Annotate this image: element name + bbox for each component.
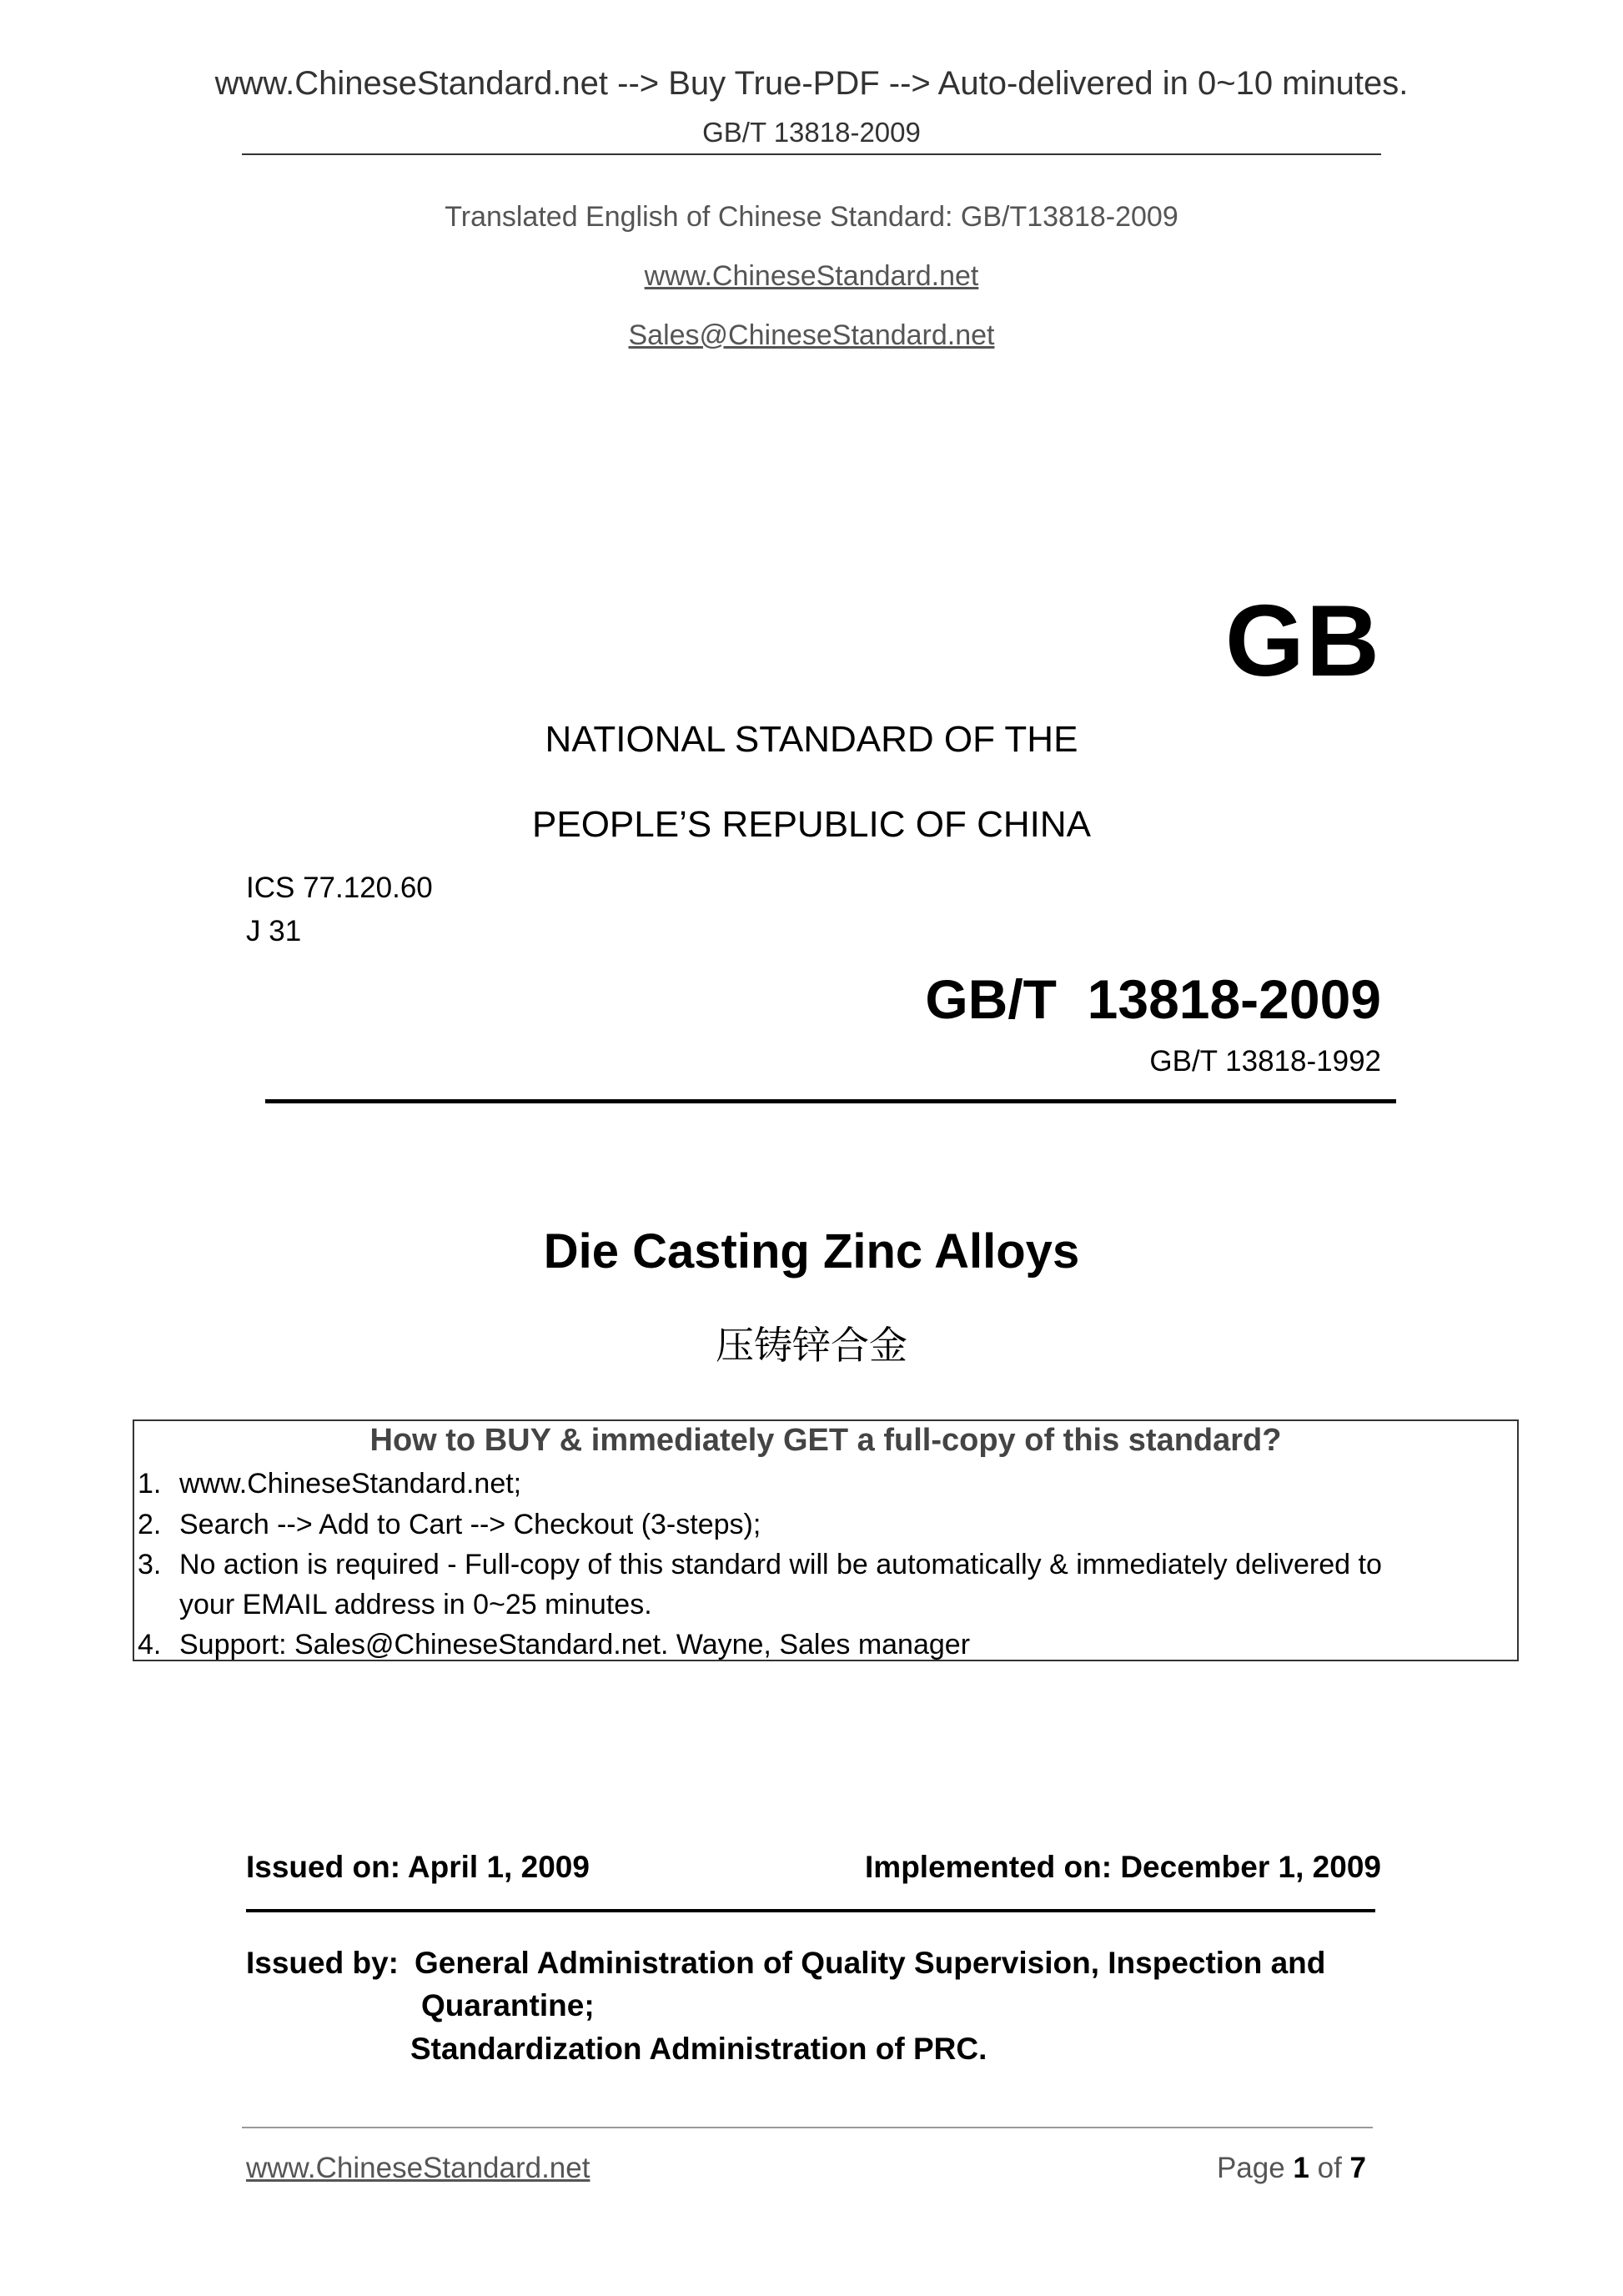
page-prefix: Page [1216,2152,1294,2184]
gb-logo: GB [1225,584,1381,697]
buy-step-number: 4. [138,1629,162,1660]
website-link[interactable]: www.ChineseStandard.net [644,260,979,292]
sales-email-link[interactable]: Sales@ChineseStandard.net [628,319,995,351]
page-indicator [1217,2152,1366,2185]
header-standard-code: GB/T 13818-2009 [702,117,921,148]
buy-step-3-continued: your EMAIL address in 0~25 minutes. [179,1589,652,1620]
replaced-standard-number: GB/T 13818-1992 [1149,1045,1381,1078]
current-page-number: 1 [1293,2152,1309,2184]
implemented-on-date: Implemented on: December 1, 2009 [865,1850,1381,1884]
document-title-chinese: 压铸锌合金 [716,1323,907,1368]
masthead-divider [265,1099,1396,1103]
buy-step-3 [138,1549,1509,1581]
national-standard-title-line2: PEOPLE’S REPUBLIC OF CHINA [532,804,1091,845]
dates-divider [246,1909,1375,1912]
ics-code: ICS 77.120.60 [246,872,433,904]
buy-step-number: 2. [138,1509,162,1540]
buy-step-2 [138,1509,1509,1541]
how-to-buy-heading: How to BUY & immediately GET a full-copy of this standard? [369,1423,1282,1458]
ccs-code: J 31 [246,915,302,947]
issued-on-date: Issued on: April 1, 2009 [246,1850,590,1884]
footer-divider [242,2127,1373,2128]
top-banner: www.ChineseStandard.net --> Buy True-PDF --> Auto-delivered in 0~10 minutes. [214,65,1409,102]
buy-step-1 [138,1468,1509,1500]
buy-step-number: 3. [138,1549,162,1580]
buy-step-number: 1. [138,1468,162,1500]
total-page-number: 7 [1349,2152,1366,2184]
national-standard-title-line1: NATIONAL STANDARD OF THE [545,719,1078,760]
header-divider [242,153,1381,155]
issuer-1: General Administration of Quality Supervision, Inspection and [415,1946,1326,1980]
buy-step-text: www.ChineseStandard.net; [179,1468,522,1500]
page-separator: of [1309,2152,1350,2184]
buy-step-text: Support: Sales@ChineseStandard.net. Wayne, Sales manager [179,1629,971,1660]
buy-step-4 [138,1629,1509,1661]
buy-step-text: No action is required - Full-copy of this standard will be automatically & immediately delivered to [179,1549,1382,1580]
translated-notice: Translated English of Chinese Standard: GB/T13818-2009 [445,201,1178,233]
issued-by-label: Issued by: [246,1946,399,1980]
document-title: Die Casting Zinc Alloys [543,1224,1080,1279]
issuer-1-continued: Quarantine; [421,1988,595,2022]
issuer-2: Standardization Administration of PRC. [410,2032,987,2066]
how-to-buy-box [133,1419,1519,1661]
standard-number: GB/T 13818-2009 [925,968,1381,1030]
buy-step-text: Search --> Add to Cart --> Checkout (3-steps); [179,1509,761,1540]
footer-website-link[interactable]: www.ChineseStandard.net [246,2152,590,2184]
